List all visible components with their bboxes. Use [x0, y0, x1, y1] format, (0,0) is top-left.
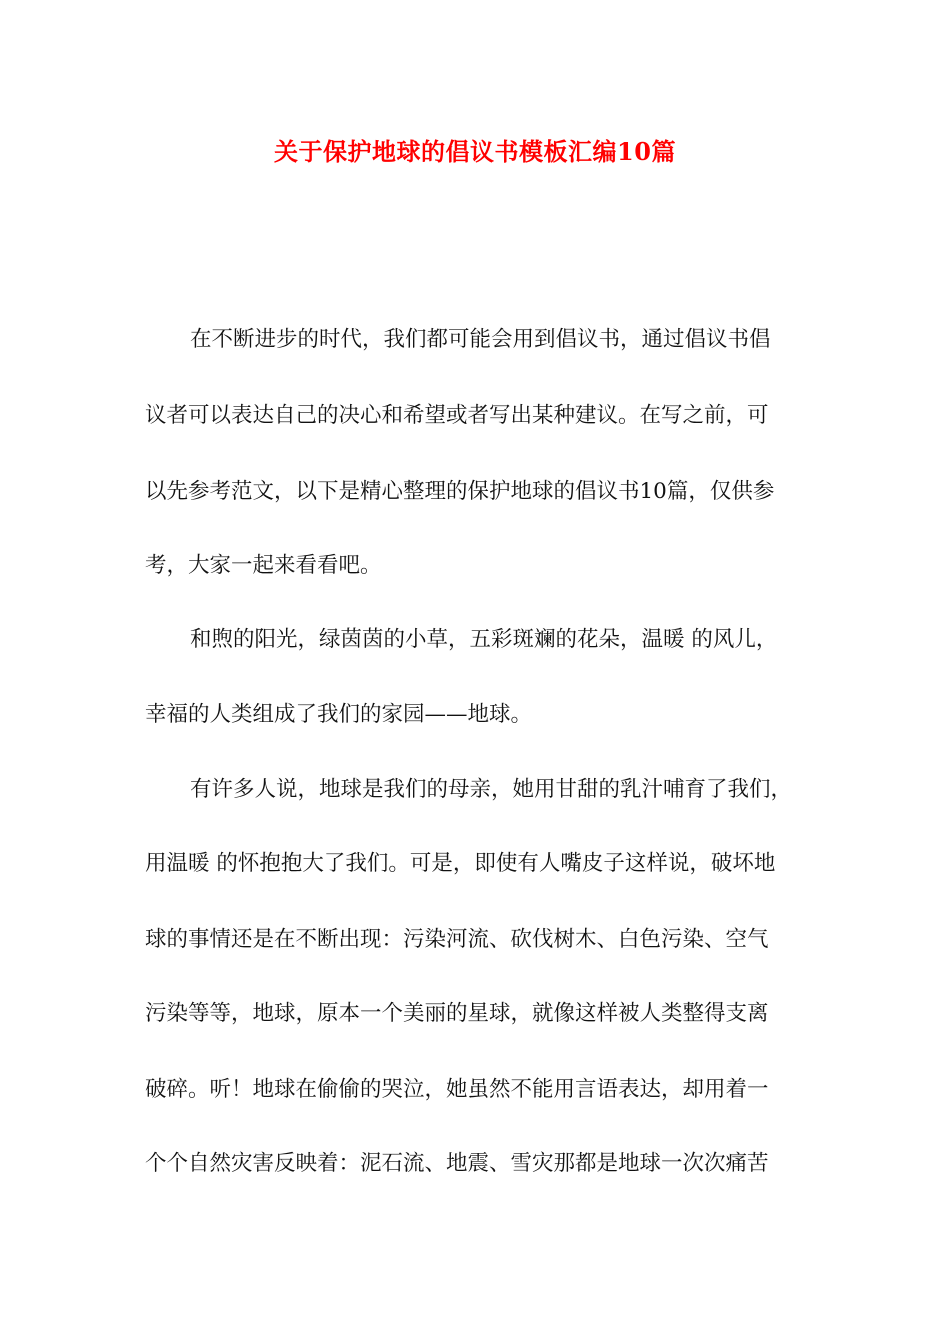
- paragraph-3-line-3: 球的事情还是在不断出现：污染河流、砍伐树木、白色污染、空气: [145, 927, 769, 952]
- paragraph-3-line-2: 用温暖 的怀抱抱大了我们。可是，即使有人嘴皮子这样说，破坏地: [145, 851, 776, 876]
- paragraph-2-line-1: 和煦的阳光，绿茵茵的小草，五彩斑斓的花朵，温暖 的风儿，: [190, 627, 778, 652]
- paragraph-1-line-1: 在不断进步的时代，我们都可能会用到倡议书，通过倡议书倡: [190, 327, 771, 352]
- document-title: 关于保护地球的倡议书模板汇编10篇: [274, 137, 676, 166]
- paragraph-3-line-1: 有许多人说，地球是我们的母亲，她用甘甜的乳汁哺育了我们，: [190, 777, 793, 802]
- paragraph-2-line-2: 幸福的人类组成了我们的家园——地球。: [145, 702, 533, 727]
- paragraph-3-line-4: 污染等等，地球，原本一个美丽的星球，就像这样被人类整得支离: [145, 1001, 769, 1026]
- paragraph-3-line-5: 破碎。听！地球在偷偷的哭泣，她虽然不能用言语表达，却用着一: [145, 1077, 769, 1102]
- paragraph-1-line-4: 考，大家一起来看看吧。: [145, 553, 382, 578]
- paragraph-1-line-2: 议者可以表达自己的决心和希望或者写出某种建议。在写之前，可: [145, 403, 769, 428]
- paragraph-1-line-3: 以先参考范文，以下是精心整理的保护地球的倡议书10篇，仅供参: [145, 479, 775, 504]
- paragraph-3-line-6: 个个自然灾害反映着：泥石流、地震、雪灾那都是地球一次次痛苦: [145, 1151, 769, 1176]
